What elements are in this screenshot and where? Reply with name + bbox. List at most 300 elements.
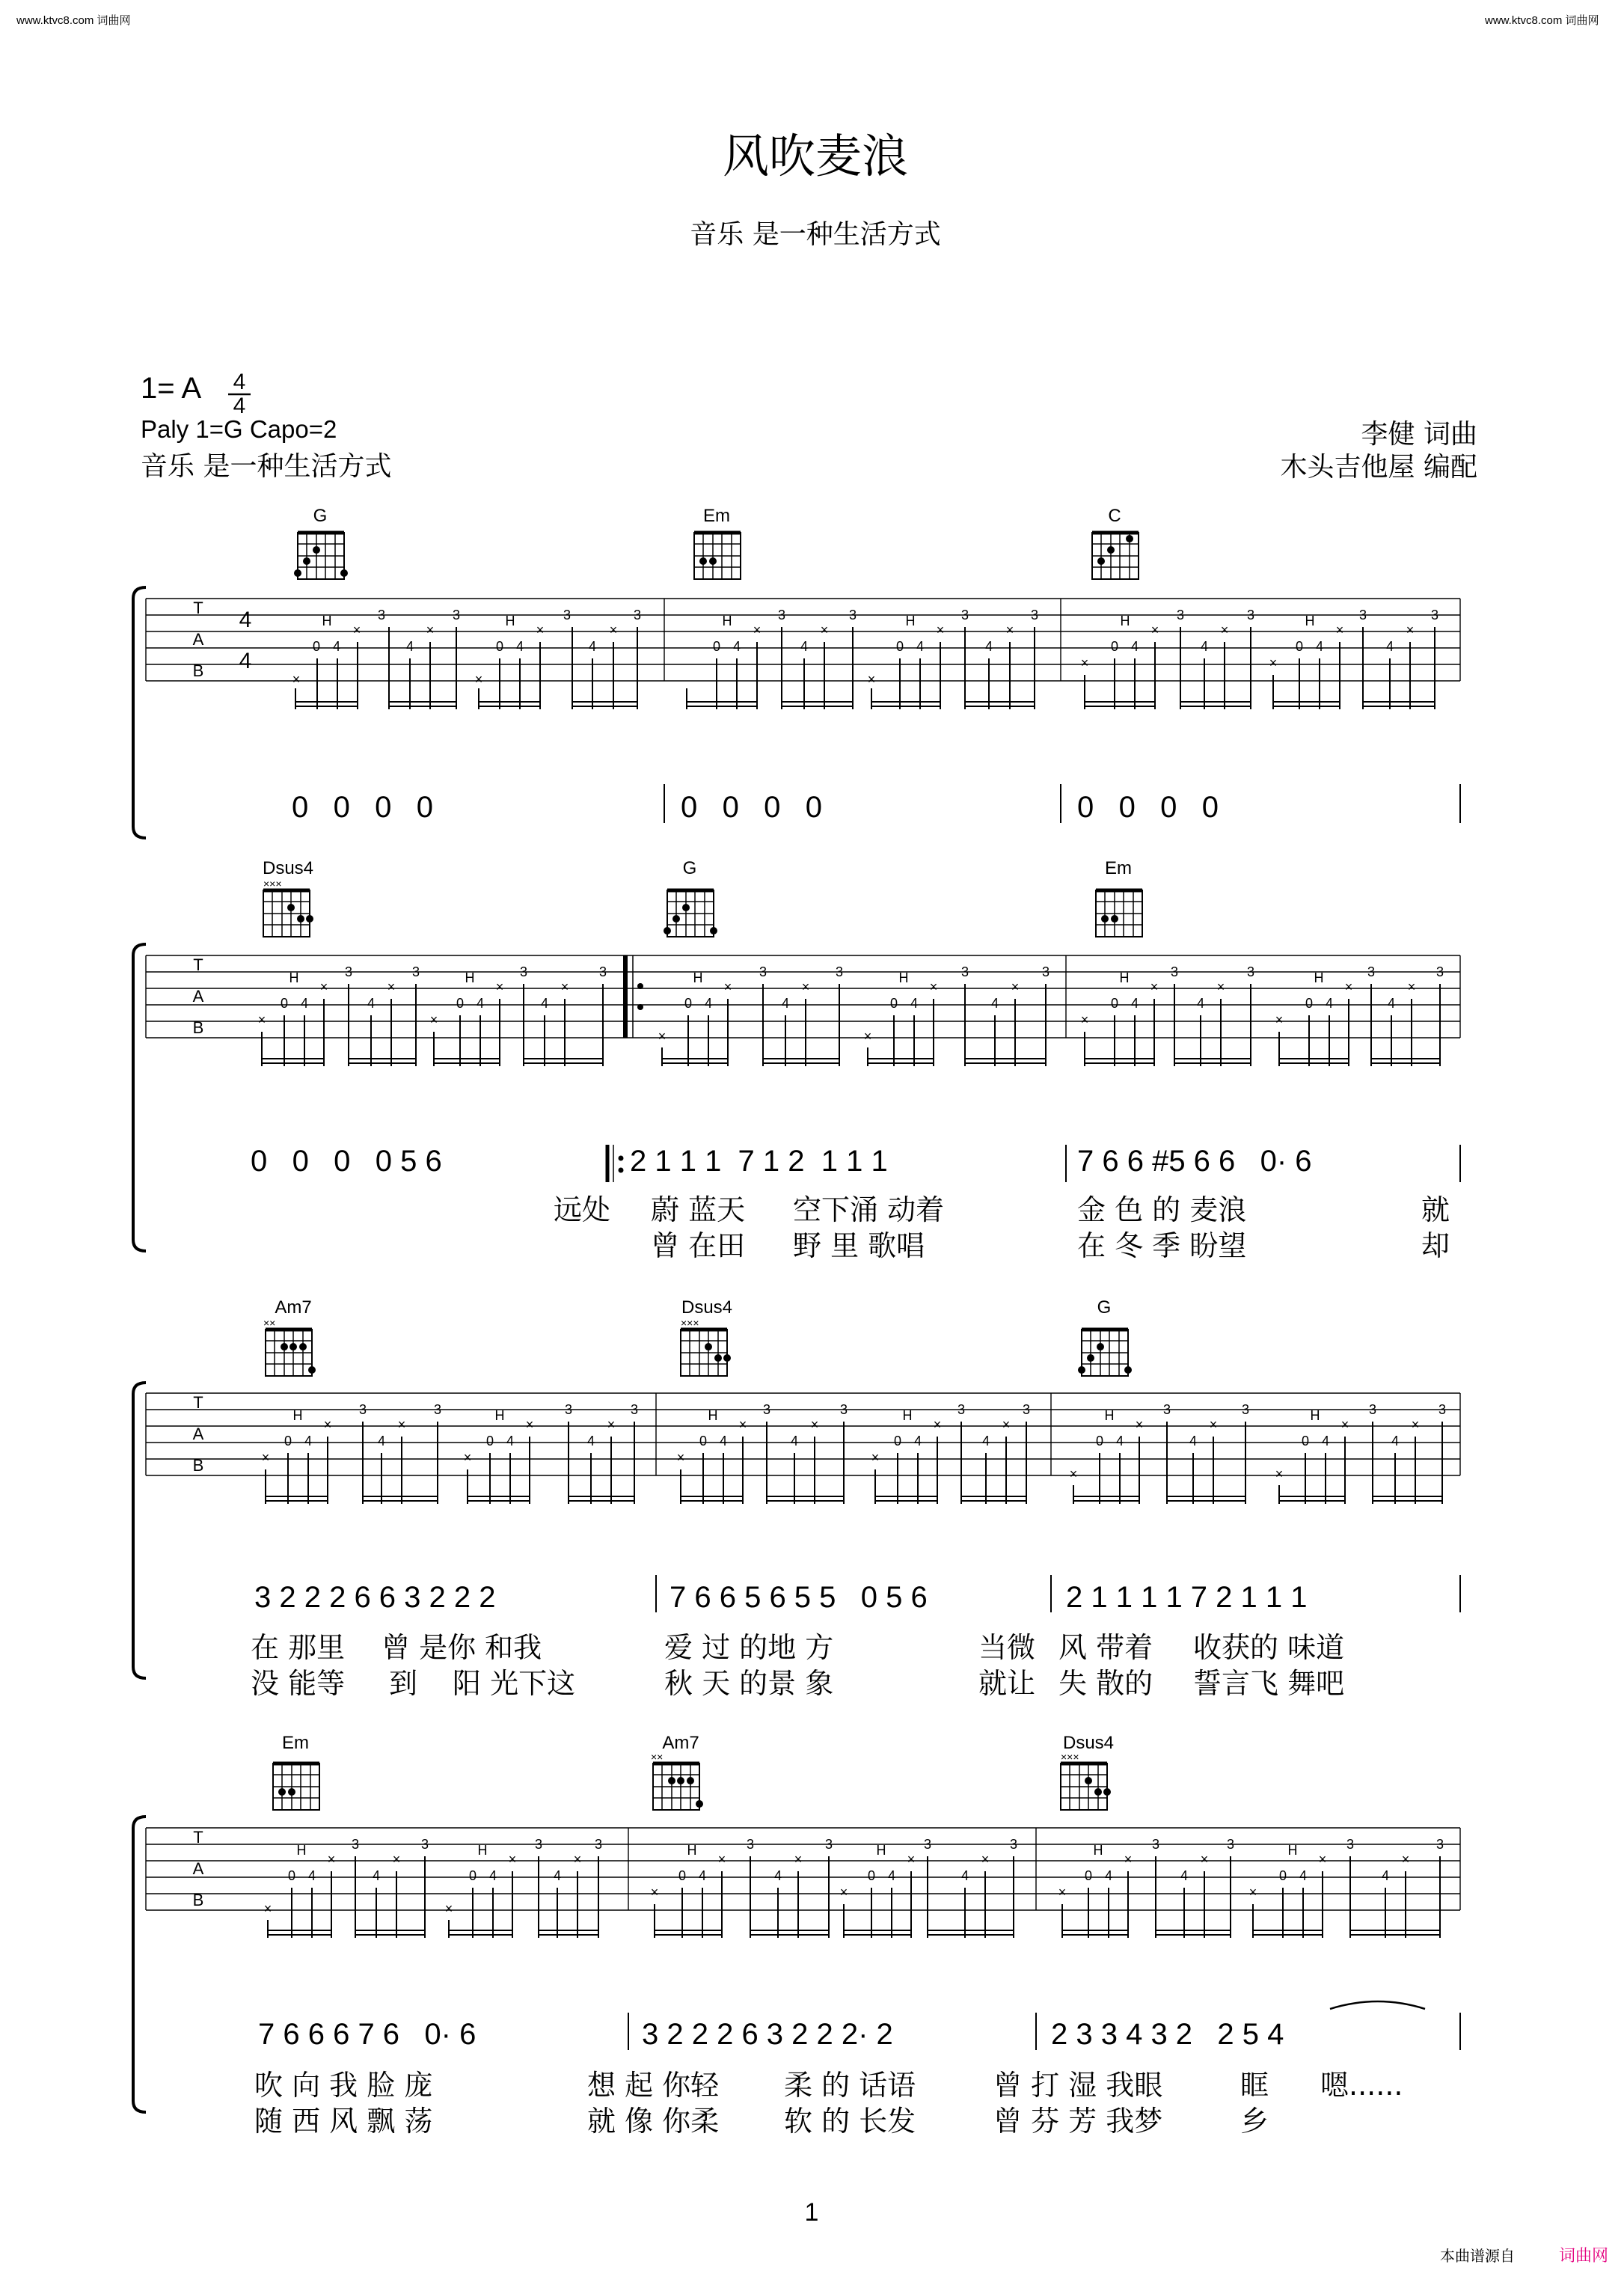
- svg-text:4: 4: [1385, 639, 1394, 654]
- svg-text:H: H: [505, 614, 515, 628]
- chord-diagram-em: [273, 1733, 319, 1810]
- lyric: 嗯......: [1320, 2069, 1403, 2102]
- svg-text:3: 3: [1162, 1402, 1171, 1417]
- composer-credit: 李健 词曲: [1361, 419, 1477, 450]
- svg-text:4: 4: [476, 996, 485, 1011]
- tab-time-top: 4: [239, 608, 252, 632]
- lyric: 吹 向 我 脸 庞: [254, 2069, 433, 2102]
- svg-text:×: ×: [292, 672, 301, 687]
- svg-text:H: H: [1119, 970, 1130, 985]
- jianpu-measure: 7 6 6 #5 6 6 0· 6: [1077, 1145, 1312, 1178]
- svg-text:0: 0: [684, 996, 693, 1011]
- site-tag-left: www.ktvc8.com 词曲网: [16, 14, 131, 27]
- svg-text:×: ×: [1005, 622, 1014, 637]
- svg-text:×: ×: [1407, 979, 1416, 994]
- svg-text:×: ×: [319, 979, 328, 994]
- svg-text:3: 3: [1430, 608, 1439, 622]
- chord-diagram-em: [694, 506, 741, 579]
- svg-text:4: 4: [377, 1434, 386, 1449]
- svg-text:3: 3: [1246, 608, 1255, 622]
- svg-text:×: ×: [525, 1417, 534, 1432]
- system-3: [133, 1297, 1460, 1700]
- svg-text:4: 4: [913, 1434, 922, 1449]
- lyric: 到: [389, 1667, 418, 1700]
- tab-clef-t: T: [193, 599, 203, 617]
- svg-text:0: 0: [893, 1434, 902, 1449]
- svg-text:3: 3: [563, 608, 572, 622]
- svg-text:Dsus4: Dsus4: [1062, 1733, 1115, 1753]
- lyric: 空下涌 动着: [793, 1193, 945, 1226]
- svg-text:×: ×: [1318, 1852, 1327, 1867]
- lyric: 曾 打 湿 我眼: [993, 2069, 1163, 2102]
- svg-text:H: H: [289, 970, 299, 985]
- jianpu-measure: 0 0 0 0 5 6: [251, 1145, 442, 1178]
- chord-diagram-dsus4: [681, 1297, 732, 1376]
- svg-text:3: 3: [344, 964, 353, 979]
- svg-text:Am7: Am7: [275, 1297, 312, 1318]
- lyric: 誓言飞 舞吧: [1193, 1667, 1345, 1700]
- svg-text:H: H: [722, 614, 732, 628]
- svg-text:×: ×: [717, 1852, 726, 1867]
- svg-text:3: 3: [598, 964, 607, 979]
- svg-text:×: ×: [1200, 1852, 1209, 1867]
- svg-text:0: 0: [280, 996, 289, 1011]
- svg-text:4: 4: [698, 1868, 707, 1883]
- svg-text:4: 4: [1299, 1868, 1308, 1883]
- svg-text:4: 4: [1315, 639, 1324, 654]
- svg-text:0: 0: [1305, 996, 1314, 1011]
- lyric: 野 里 歌唱: [793, 1229, 925, 1262]
- lyric: 当微: [978, 1631, 1036, 1664]
- svg-text:4: 4: [916, 639, 925, 654]
- svg-text:A: A: [192, 1859, 204, 1878]
- svg-text:H: H: [494, 1408, 505, 1423]
- svg-text:H: H: [693, 970, 703, 985]
- lyric: 曾 是你 和我: [382, 1631, 542, 1664]
- svg-text:××: ××: [651, 1751, 664, 1763]
- svg-text:4: 4: [790, 1434, 799, 1449]
- svg-text:3: 3: [358, 1402, 367, 1417]
- footer-source-note: 本曲谱源自: [1440, 2247, 1515, 2265]
- svg-text:0: 0: [287, 1868, 296, 1883]
- svg-text:4: 4: [405, 639, 414, 654]
- svg-text:H: H: [1314, 970, 1324, 985]
- svg-text:4: 4: [1325, 996, 1334, 1011]
- lyric: 却: [1421, 1229, 1450, 1262]
- svg-text:×: ×: [560, 979, 569, 994]
- jianpu-measure: 2 1 1 1 1 7 2 1 1 1: [1066, 1581, 1308, 1614]
- svg-text:3: 3: [1368, 1402, 1377, 1417]
- svg-text:3: 3: [630, 1402, 639, 1417]
- lyric: 曾 在田: [651, 1229, 746, 1262]
- svg-text:0: 0: [1295, 639, 1304, 654]
- svg-text:4: 4: [800, 639, 809, 654]
- svg-text:G: G: [1097, 1297, 1112, 1318]
- chord-diagram-g: [294, 506, 348, 579]
- svg-text:3: 3: [1438, 1402, 1447, 1417]
- svg-text:×: ×: [1058, 1885, 1067, 1900]
- svg-text:B: B: [192, 1891, 204, 1909]
- svg-text:0: 0: [1110, 996, 1119, 1011]
- svg-text:0: 0: [495, 639, 504, 654]
- svg-text:×: ×: [723, 979, 732, 994]
- svg-text:0: 0: [468, 1868, 477, 1883]
- svg-text:3: 3: [848, 608, 857, 622]
- svg-text:×: ×: [1135, 1417, 1144, 1432]
- svg-text:×: ×: [1340, 1417, 1349, 1432]
- svg-text:×: ×: [327, 1852, 336, 1867]
- svg-text:×: ×: [1080, 1012, 1089, 1027]
- svg-text:Dsus4: Dsus4: [262, 858, 314, 878]
- jianpu-measure: 2 3 3 4 3 2 2 5 4: [1051, 2018, 1284, 2051]
- chord-diagram-am7: [263, 1297, 316, 1376]
- svg-text:×: ×: [1275, 1466, 1284, 1481]
- svg-text:×: ×: [257, 1012, 266, 1027]
- tab-time-bottom: 4: [239, 649, 252, 673]
- lyric: 想 起 你轻: [587, 2069, 720, 2102]
- svg-text:×: ×: [508, 1852, 517, 1867]
- play-capo: Paly 1=G Capo=2: [141, 415, 337, 443]
- lyric: 秋 天 的景 象: [664, 1667, 834, 1700]
- source-text: 音乐 是一种生活方式: [141, 451, 392, 482]
- svg-text:×: ×: [1269, 655, 1278, 670]
- svg-text:0: 0: [1301, 1434, 1310, 1449]
- svg-text:×: ×: [820, 622, 829, 637]
- lyric: 阳 光下这: [453, 1667, 576, 1700]
- lyric: 爱 过 的地 方: [664, 1631, 834, 1664]
- lyric: 就 像 你柔: [587, 2105, 720, 2138]
- svg-text:Em: Em: [703, 506, 730, 526]
- site-tag-right: www.ktvc8.com 词曲网: [1485, 14, 1599, 27]
- arranger-credit: 木头吉他屋 编配: [1280, 452, 1477, 483]
- time-signature-top: 4: [233, 370, 246, 394]
- lyric: 失 散的: [1058, 1667, 1153, 1700]
- svg-text:×: ×: [1335, 622, 1344, 637]
- svg-text:×: ×: [1011, 979, 1020, 994]
- jianpu-measure: 2 1 1 1 7 1 2 1 1 1: [630, 1145, 888, 1178]
- svg-text:4: 4: [1391, 1434, 1400, 1449]
- svg-text:3: 3: [411, 964, 420, 979]
- svg-text:Em: Em: [1105, 858, 1132, 878]
- svg-text:H: H: [292, 1408, 303, 1423]
- svg-text:3: 3: [1435, 1837, 1444, 1852]
- svg-text:3: 3: [1151, 1837, 1160, 1852]
- svg-text:H: H: [322, 614, 332, 628]
- jianpu-measure: 3 2 2 2 6 3 2 2 2· 2: [642, 2018, 893, 2051]
- svg-text:3: 3: [1226, 1837, 1235, 1852]
- svg-text:3: 3: [452, 608, 461, 622]
- svg-text:3: 3: [1041, 964, 1050, 979]
- svg-text:×: ×: [573, 1852, 582, 1867]
- svg-text:4: 4: [1196, 996, 1205, 1011]
- svg-text:H: H: [1310, 1408, 1320, 1423]
- svg-text:×: ×: [794, 1852, 803, 1867]
- svg-text:×××: ×××: [681, 1317, 699, 1329]
- svg-text:0: 0: [699, 1434, 708, 1449]
- svg-text:×: ×: [1216, 979, 1225, 994]
- system-4: [133, 1733, 1460, 2138]
- svg-text:×: ×: [801, 979, 810, 994]
- svg-text:G: G: [682, 858, 697, 878]
- tab-clef-b: B: [192, 661, 204, 680]
- svg-text:3: 3: [564, 1402, 573, 1417]
- svg-text:0: 0: [1084, 1868, 1093, 1883]
- svg-text:Am7: Am7: [662, 1733, 699, 1753]
- svg-text:3: 3: [824, 1837, 833, 1852]
- tab-pattern: [292, 608, 641, 687]
- svg-text:H: H: [902, 1408, 913, 1423]
- svg-text:0: 0: [312, 639, 321, 654]
- svg-text:0: 0: [1095, 1434, 1104, 1449]
- svg-text:0: 0: [1278, 1868, 1287, 1883]
- svg-text:3: 3: [534, 1837, 543, 1852]
- song-title: 风吹麦浪: [722, 129, 909, 183]
- svg-text:×: ×: [607, 1417, 616, 1432]
- svg-text:×: ×: [738, 1417, 747, 1432]
- chord-diagram-g: [1078, 1297, 1132, 1376]
- lyric: 没 能等: [251, 1667, 346, 1700]
- jianpu-measure: 0 0 0 0: [681, 791, 823, 824]
- jianpu-measure: 3 2 2 2 6 6 3 2 2 2: [254, 1581, 496, 1614]
- chord-diagram-dsus4: [263, 858, 313, 937]
- svg-text:×: ×: [867, 672, 876, 687]
- svg-text:×: ×: [1220, 622, 1229, 637]
- svg-text:×: ×: [1344, 979, 1353, 994]
- lyric: 随 西 风 飘 荡: [254, 2105, 433, 2138]
- svg-text:×: ×: [1069, 1466, 1078, 1481]
- svg-text:×: ×: [261, 1450, 270, 1465]
- svg-text:××: ××: [263, 1317, 276, 1329]
- svg-text:4: 4: [540, 996, 549, 1011]
- svg-text:4: 4: [300, 996, 309, 1011]
- svg-text:0: 0: [1110, 639, 1119, 654]
- lyric: 软 的 长发: [784, 2105, 916, 2138]
- jianpu-measure: 0 0 0 0: [292, 791, 434, 824]
- svg-text:3: 3: [1241, 1402, 1250, 1417]
- lyric: 柔 的 话语: [784, 2069, 916, 2102]
- svg-text:×: ×: [863, 1029, 872, 1044]
- svg-text:3: 3: [1246, 964, 1255, 979]
- svg-text:×: ×: [609, 622, 618, 637]
- svg-text:3: 3: [777, 608, 786, 622]
- svg-text:4: 4: [1130, 639, 1139, 654]
- lyric: 就让: [978, 1667, 1036, 1700]
- svg-text:4: 4: [1381, 1868, 1390, 1883]
- lyric: 在 那里: [251, 1631, 346, 1664]
- svg-text:4: 4: [719, 1434, 728, 1449]
- svg-text:×: ×: [444, 1901, 453, 1916]
- svg-text:×: ×: [1002, 1417, 1011, 1432]
- svg-text:4: 4: [506, 1434, 515, 1449]
- svg-text:3: 3: [433, 1402, 442, 1417]
- svg-text:×: ×: [1080, 655, 1089, 670]
- svg-text:3: 3: [746, 1837, 755, 1852]
- svg-text:×: ×: [536, 622, 545, 637]
- time-signature-bottom: 4: [233, 394, 246, 418]
- svg-text:×: ×: [463, 1450, 472, 1465]
- svg-text:H: H: [1305, 614, 1315, 628]
- lyric: 就: [1421, 1193, 1450, 1226]
- svg-text:×: ×: [1411, 1417, 1420, 1432]
- svg-text:T: T: [193, 1393, 203, 1412]
- lyric: 远处: [554, 1193, 611, 1226]
- svg-text:0: 0: [456, 996, 465, 1011]
- svg-text:0: 0: [867, 1868, 876, 1883]
- lyric: 风 带着: [1058, 1631, 1153, 1664]
- svg-text:×: ×: [1150, 622, 1159, 637]
- lyric: 曾 芬 芳 我梦: [993, 2105, 1163, 2138]
- svg-text:4: 4: [332, 639, 341, 654]
- svg-text:×: ×: [263, 1901, 272, 1916]
- svg-text:0: 0: [485, 1434, 494, 1449]
- svg-text:×: ×: [658, 1029, 667, 1044]
- svg-text:H: H: [477, 1843, 488, 1858]
- svg-text:×: ×: [1406, 622, 1415, 637]
- svg-text:×: ×: [676, 1450, 685, 1465]
- svg-text:3: 3: [1435, 964, 1444, 979]
- svg-text:B: B: [192, 1456, 204, 1475]
- svg-text:×: ×: [907, 1852, 916, 1867]
- svg-text:×: ×: [1124, 1852, 1133, 1867]
- svg-text:0: 0: [889, 996, 898, 1011]
- svg-text:3: 3: [519, 964, 528, 979]
- svg-text:3: 3: [960, 608, 969, 622]
- lyric: 乡: [1240, 2105, 1269, 2138]
- svg-text:H: H: [296, 1843, 307, 1858]
- svg-text:×: ×: [839, 1885, 848, 1900]
- svg-text:C: C: [1108, 506, 1121, 526]
- svg-text:4: 4: [1104, 1868, 1113, 1883]
- system-1: [133, 506, 1460, 838]
- svg-text:3: 3: [1022, 1402, 1031, 1417]
- svg-text:G: G: [313, 506, 328, 526]
- svg-text:0: 0: [712, 639, 721, 654]
- svg-text:4: 4: [1200, 639, 1209, 654]
- svg-text:×: ×: [936, 622, 945, 637]
- svg-text:×: ×: [871, 1450, 880, 1465]
- svg-text:×: ×: [392, 1852, 401, 1867]
- jianpu-measure: 7 6 6 6 7 6 0· 6: [258, 2018, 477, 2051]
- svg-text:4: 4: [984, 639, 993, 654]
- svg-text:4: 4: [304, 1434, 313, 1449]
- svg-text:4: 4: [553, 1868, 562, 1883]
- tab-pattern: [262, 1402, 1446, 1481]
- svg-text:T: T: [193, 955, 203, 974]
- svg-text:4: 4: [1321, 1434, 1330, 1449]
- svg-text:4: 4: [515, 639, 524, 654]
- svg-text:3: 3: [1346, 1837, 1355, 1852]
- svg-text:4: 4: [773, 1868, 782, 1883]
- svg-text:A: A: [192, 987, 204, 1006]
- svg-text:4: 4: [981, 1434, 990, 1449]
- system-2: [133, 858, 1460, 1262]
- svg-text:B: B: [192, 1018, 204, 1037]
- tab-pattern: [264, 1837, 1444, 1916]
- svg-text:3: 3: [351, 1837, 360, 1852]
- svg-text:×: ×: [1401, 1852, 1410, 1867]
- svg-text:3: 3: [835, 964, 844, 979]
- svg-text:Em: Em: [282, 1733, 309, 1753]
- svg-text:×: ×: [323, 1417, 332, 1432]
- svg-text:3: 3: [1170, 964, 1179, 979]
- svg-text:3: 3: [1009, 1837, 1018, 1852]
- tab-clef-a: A: [192, 630, 204, 649]
- svg-text:H: H: [1120, 614, 1130, 628]
- svg-text:4: 4: [887, 1868, 896, 1883]
- svg-text:3: 3: [957, 1402, 966, 1417]
- chord-diagram-dsus4: [1061, 1733, 1114, 1810]
- svg-text:×: ×: [352, 622, 361, 637]
- svg-text:0: 0: [678, 1868, 687, 1883]
- svg-text:4: 4: [1130, 996, 1139, 1011]
- svg-text:4: 4: [488, 1868, 497, 1883]
- svg-text:4: 4: [586, 1434, 595, 1449]
- svg-text:×: ×: [981, 1852, 990, 1867]
- svg-text:4: 4: [307, 1868, 316, 1883]
- svg-text:4: 4: [990, 996, 999, 1011]
- svg-text:×: ×: [429, 1012, 438, 1027]
- jianpu-measure: 0 0 0 0: [1077, 791, 1219, 824]
- svg-text:H: H: [465, 970, 475, 985]
- page-number: 1: [804, 2198, 819, 2227]
- svg-text:3: 3: [633, 608, 642, 622]
- svg-text:×: ×: [929, 979, 938, 994]
- svg-text:×: ×: [495, 979, 504, 994]
- svg-text:3: 3: [420, 1837, 429, 1852]
- svg-text:×: ×: [1150, 979, 1159, 994]
- svg-text:4: 4: [732, 639, 741, 654]
- svg-text:4: 4: [704, 996, 713, 1011]
- svg-text:T: T: [193, 1828, 203, 1847]
- svg-text:H: H: [905, 614, 916, 628]
- svg-text:3: 3: [1030, 608, 1039, 622]
- svg-text:4: 4: [960, 1868, 969, 1883]
- svg-text:3: 3: [762, 1402, 771, 1417]
- svg-text:H: H: [1093, 1843, 1103, 1858]
- svg-text:3: 3: [839, 1402, 848, 1417]
- svg-text:×: ×: [1248, 1885, 1257, 1900]
- svg-text:3: 3: [960, 964, 969, 979]
- svg-text:A: A: [192, 1425, 204, 1443]
- svg-text:×: ×: [426, 622, 435, 637]
- svg-text:×: ×: [810, 1417, 819, 1432]
- svg-text:4: 4: [372, 1868, 381, 1883]
- svg-text:×: ×: [933, 1417, 942, 1432]
- jianpu-measure: 7 6 6 5 6 5 5 0 5 6: [669, 1581, 928, 1614]
- svg-text:×: ×: [397, 1417, 406, 1432]
- svg-text:4: 4: [1115, 1434, 1124, 1449]
- svg-text:H: H: [876, 1843, 886, 1858]
- svg-text:4: 4: [1180, 1868, 1189, 1883]
- svg-text:3: 3: [1176, 608, 1185, 622]
- svg-text:H: H: [1104, 1408, 1115, 1423]
- svg-text:4: 4: [588, 639, 597, 654]
- svg-text:×: ×: [1275, 1012, 1284, 1027]
- svg-text:3: 3: [594, 1837, 603, 1852]
- svg-text:×××: ×××: [1061, 1751, 1079, 1763]
- footer-brand: 词曲网: [1558, 2247, 1608, 2266]
- song-subtitle: 音乐 是一种生活方式: [690, 219, 941, 250]
- svg-text:4: 4: [1189, 1434, 1198, 1449]
- svg-text:Dsus4: Dsus4: [681, 1297, 733, 1318]
- svg-text:×××: ×××: [263, 878, 282, 890]
- svg-text:4: 4: [781, 996, 790, 1011]
- svg-text:4: 4: [367, 996, 376, 1011]
- lyric: 金 色 的 麦浪: [1077, 1193, 1247, 1226]
- lyric: 在 冬 季 盼望: [1077, 1229, 1247, 1262]
- svg-text:0: 0: [284, 1434, 292, 1449]
- chord-diagram-em: [1096, 858, 1142, 937]
